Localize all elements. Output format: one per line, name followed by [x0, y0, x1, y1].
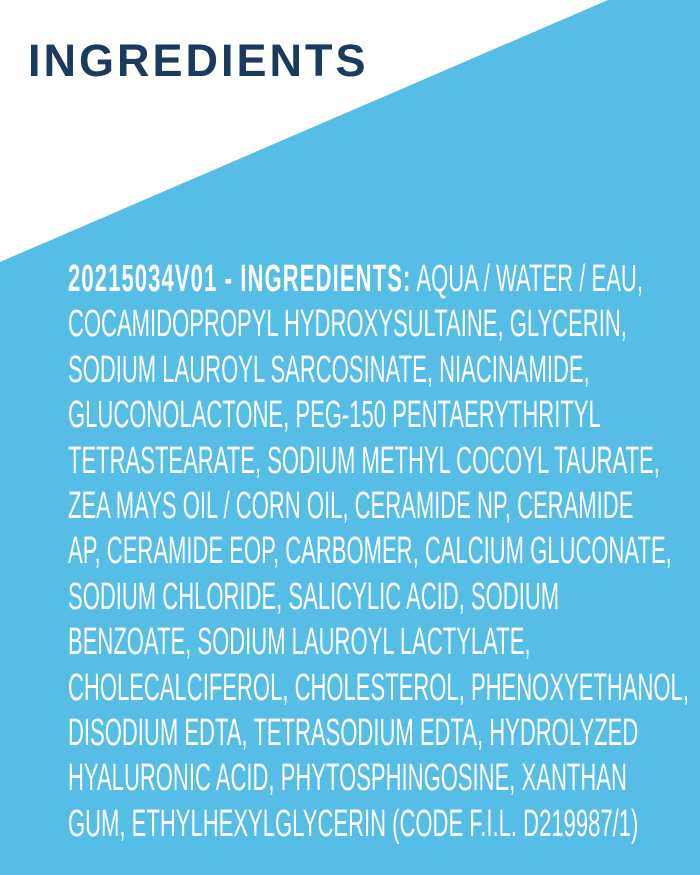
ingredients-line-rest: AQUA / WATER / EAU, [416, 258, 643, 300]
ingredients-line: SODIUM LAUROYL SARCOSINATE, NIACINAMIDE, [68, 348, 590, 391]
ingredients-line: TETRASTEARATE, SODIUM METHYL COCOYL TAURATE, [68, 439, 660, 482]
ingredients-line: ZEA MAYS OIL / CORN OIL, CERAMIDE NP, CERAMIDE [68, 485, 634, 528]
ingredients-line: CHOLECALCIFEROL, CHOLESTEROL, PHENOXYETHANOL, [68, 666, 689, 709]
ingredients-line: BENZOATE, SODIUM LAUROYL LACTYLATE, [68, 621, 531, 664]
ingredients-text-block [0, 257, 700, 847]
ingredients-line: GLUCONOLACTONE, PEG-150 PENTAERYTHRITYL [68, 394, 601, 437]
ingredients-line [68, 257, 643, 302]
ingredients-line: SODIUM CHLORIDE, SALICYLIC ACID, SODIUM [68, 575, 560, 618]
ingredients-line: COCAMIDOPROPYL HYDROXYSULTAINE, GLYCERIN, [68, 303, 627, 346]
ingredients-line: DISODIUM EDTA, TETRASODIUM EDTA, HYDROLYZED [68, 712, 639, 755]
page-title: INGREDIENTS [28, 35, 369, 86]
ingredients-line: AP, CERAMIDE EOP, CARBOMER, CALCIUM GLUCONATE, [68, 530, 672, 573]
lot-code-and-ingredients-label: 20215034V01 - INGREDIENTS: [68, 258, 412, 300]
ingredients-line: GUM, ETHYLHEXYLGLYCERIN (CODE F.I.L. D219987/1) [68, 802, 639, 845]
ingredients-line: HYALURONIC ACID, PHYTOSPHINGOSINE, XANTHAN [68, 757, 627, 800]
